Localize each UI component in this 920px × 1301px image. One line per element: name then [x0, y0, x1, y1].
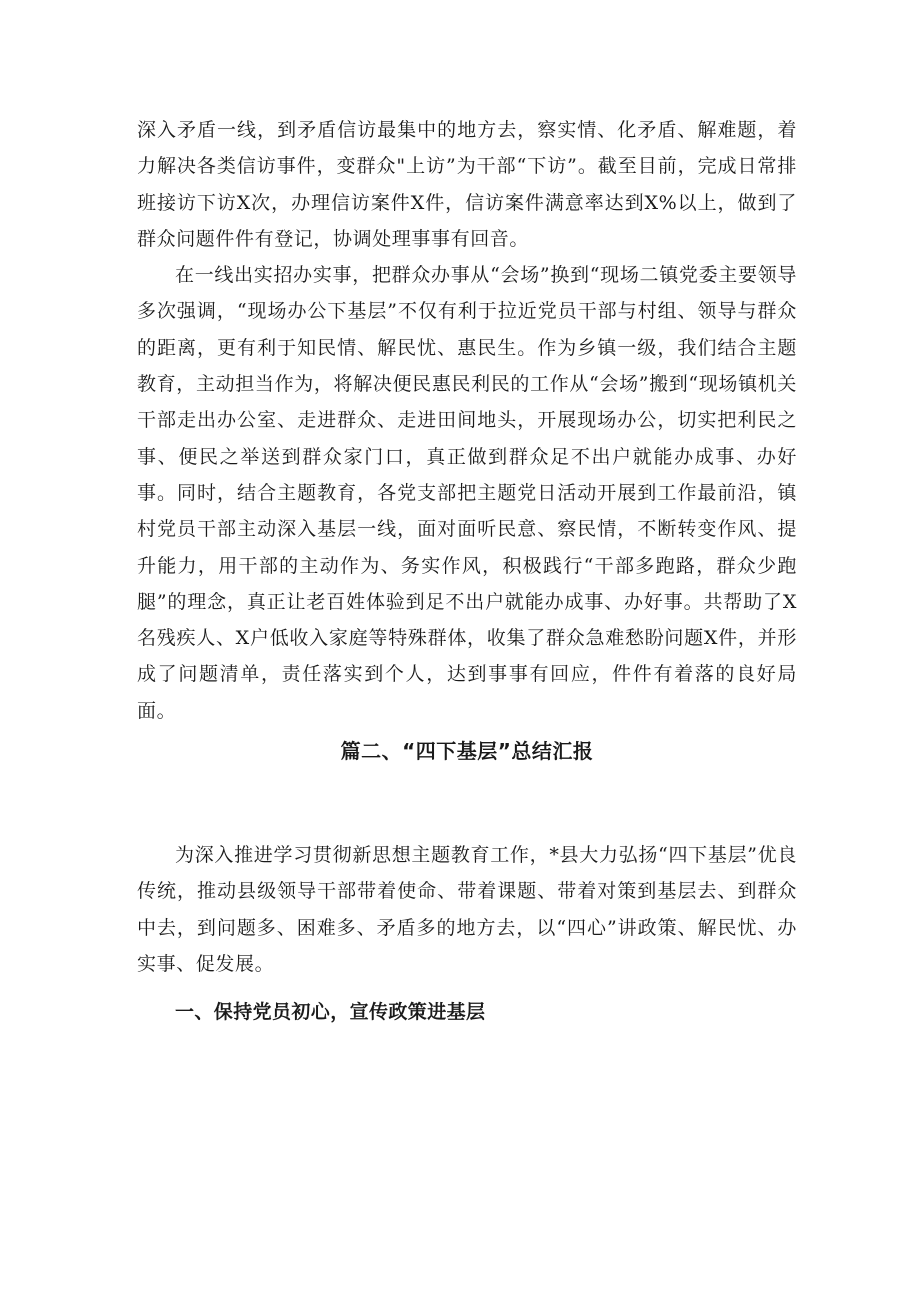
paragraph-field-work: 在一线出实招办实事，把群众办事从“会场”换到“现场二镇党委主要领导多次强调，“现场办公下基层”不仅有利于拉近党员干部与村组、领导与群众的距离，更有利于知民情、解民忧、惠民生。作为乡镇一级，我们结合主题教育，主动担当作为，将解决便民惠民利民的工作从“会场”搬到“现场镇机关干部走出办公室、走进群众、走进田间地头，开展现场办公，切实把利民之事、便民之举送到群众家门口，真正做到群众足不出户就能办成事、办好事。同时，结合主题教育，各党支部把主题党日活动开展到工作最前沿，镇村党员干部主动深入基层一线，面对面听民意、察民情，不断转变作风、提升能力，用干部的主动作为、务实作风，积极践行“干部多跑路，群众少跑腿”的理念，真正让老百姓体验到足不出户就能办成事、办好事。共帮助了X名残疾人、X户低收入家庭等特殊群体，收集了群众急难愁盼问题X件，并形成了问题清单，责任落实到个人，达到事事有回应，件件有着落的良好局面。	[137, 264, 797, 722]
section-heading: 一、保持党员初心，宣传政策进基层	[175, 1001, 486, 1024]
document-body	[137, 112, 797, 1030]
paragraph-continuation: 深入矛盾一线，到矛盾信访最集中的地方去，察实情、化矛盾、解难题，着力解决各类信访事件，变群众"上访”为干部“下访”。截至目前，完成日常排班接访下访X次，办理信访案件X件，信访案件满意率达到X%以上，做到了群众问题件件有登记，协调处理事事有回音。	[137, 119, 797, 250]
paragraph-intro: 为深入推进学习贯彻新思想主题教育工作，*县大力弘扬“四下基层”优良传统，推动县级领导干部带着使命、带着课题、带着对策到基层去、到群众中去，到问题多、困难多、矛盾多的地方去，以“四心”讲政策、解民忧、办实事、促发展。	[137, 844, 797, 975]
section-title: 篇二、“四下基层”总结汇报	[340, 739, 594, 764]
